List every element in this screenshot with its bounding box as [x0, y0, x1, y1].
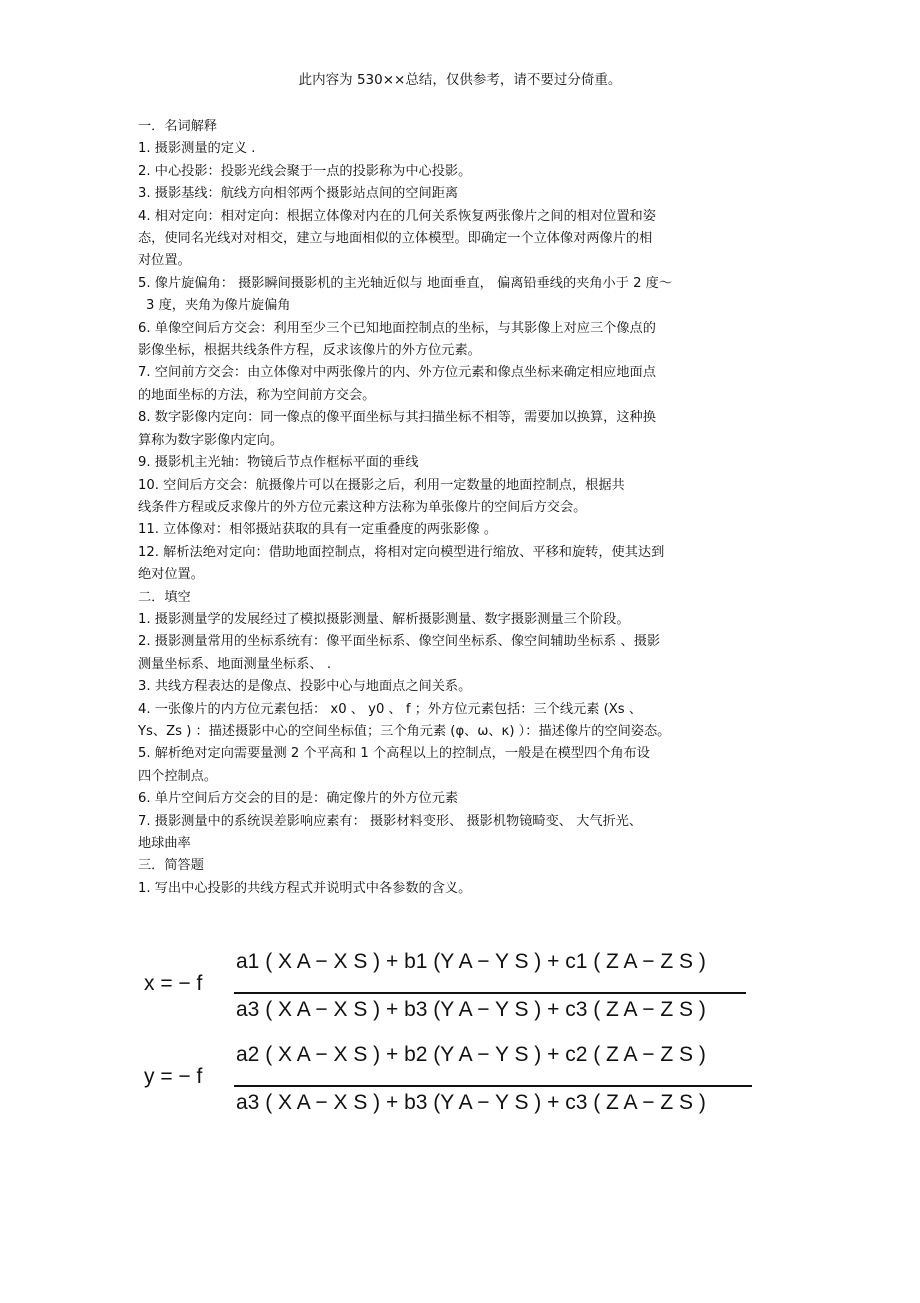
equation-y-lhs: y = − f — [144, 1065, 203, 1088]
equation-y-numerator: a2 ( X A − X S ) + b2 (Y A − Y S ) + c2 ( Z A − Z S ) — [236, 1043, 706, 1066]
equation-x-lhs: x = − f — [144, 972, 203, 995]
term-7-line-1: 7. 空间前方交会：由立体像对中两张像片的内、外方位元素和像点坐标来确定相应地面点 — [138, 365, 656, 381]
term-1: 1. 摄影测量的定义 . — [138, 141, 256, 157]
term-11: 11. 立体像对：相邻摄站获取的具有一定重叠度的两张影像 。 — [138, 522, 498, 538]
document-body — [138, 116, 788, 900]
fill-5-line-2: 四个控制点。 — [138, 768, 218, 784]
term-10-line-2: 线条件方程或反求像片的外方位元素这种方法称为单张像片的空间后方交会。 — [138, 499, 587, 515]
term-4-line-1: 4. 相对定向：相对定向：根据立体像对内在的几何关系恢复两张像片之间的相对位置和姿 — [138, 208, 656, 224]
term-8-line-1: 8. 数字影像内定向：同一像点的像平面坐标与其扫描坐标不相等，需要加以换算，这种换 — [138, 410, 656, 426]
fill-7-line-2: 地球曲率 — [138, 836, 191, 851]
equation-x-numerator: a1 ( X A − X S ) + b1 (Y A − Y S ) + c1 ( Z A − Z S ) — [236, 950, 706, 973]
term-7-line-2: 的地面坐标的方法，称为空间前方交会。 — [138, 387, 376, 403]
term-5-line-2: 3 度，夹角为像片旋偏角 — [146, 298, 291, 314]
term-4-line-2: 态，使同名光线对对相交，建立与地面相似的立体模型。即确定一个立体像对两像片的相 — [138, 231, 653, 247]
fill-1: 1. 摄影测量学的发展经过了模拟摄影测量、解析摄影测量、数字摄影测量三个阶段。 — [138, 611, 630, 627]
collinearity-equation-x — [138, 950, 778, 1042]
fill-4-line-2: Ys、Zs ) ：描述摄影中心的空间坐标值；三个角元素 (φ、ω、κ) ）：描述像片的空间姿态。 — [138, 723, 671, 739]
term-3: 3. 摄影基线：航线方向相邻两个摄影站点间的空间距离 — [138, 186, 459, 202]
term-5-line-1: 5. 像片旋偏角： 摄影瞬间摄影机的主光轴近似与 地面垂直， 偏离铅垂线的夹角小于 2 度～ — [138, 275, 673, 291]
term-6-line-2: 影像坐标，根据共线条件方程，反求该像片的外方位元素。 — [138, 343, 481, 359]
term-9: 9. 摄影机主光轴：物镜后节点作框标平面的垂线 — [138, 455, 419, 471]
section-heading-short-answer: 三．简答题 — [138, 858, 204, 874]
fill-2-line-1: 2. 摄影测量常用的坐标系统有：像平面坐标系、像空间坐标系、像空间辅助坐标系 、摄影 — [138, 634, 661, 650]
term-8-line-2: 算称为数字影像内定向。 — [138, 432, 284, 448]
equation-y-fraction-bar — [234, 1085, 752, 1087]
section-heading-terms: 一．名词解释 — [138, 119, 218, 134]
page-header-note: 此内容为 530××总结，仅供参考，请不要过分倚重。 — [298, 72, 622, 88]
fill-3: 3. 共线方程表达的是像点、投影中心与地面点之间关系。 — [138, 679, 472, 695]
term-6-line-1: 6. 单像空间后方交会：利用至少三个已知地面控制点的坐标，与其影像上对应三个像点的 — [138, 320, 656, 336]
fill-4-line-1: 4. 一张像片的内方位元素包括： x0 、 y0 、 f ；外方位元素包括：三个线元素 (Xs 、 — [138, 701, 643, 717]
term-4-line-3: 对位置。 — [138, 253, 191, 269]
question-1: 1. 写出中心投影的共线方程式并说明式中各参数的含义。 — [138, 880, 472, 896]
equation-x-denominator: a3 ( X A − X S ) + b3 (Y A − Y S ) + c3 ( Z A − Z S ) — [236, 998, 706, 1021]
term-10-line-1: 10. 空间后方交会：航摄像片可以在摄影之后，利用一定数量的地面控制点，根据共 — [138, 477, 625, 493]
fill-7-line-1: 7. 摄影测量中的系统误差影响应素有： 摄影材料变形、 摄影机物镜畸变、 大气折光、 — [138, 813, 643, 829]
equation-x-fraction-bar — [234, 992, 746, 994]
fill-6: 6. 单片空间后方交会的目的是：确定像片的外方位元素 — [138, 791, 459, 807]
term-12-line-2: 绝对位置。 — [138, 567, 204, 583]
fill-2-line-2: 测量坐标系、地面测量坐标系、 . — [138, 656, 332, 672]
collinearity-equation-y — [138, 1043, 778, 1135]
term-12-line-1: 12. 解析法绝对定向：借助地面控制点，将相对定向模型进行缩放、平移和旋转，使其达到 — [138, 544, 665, 560]
fill-5-line-1: 5. 解析绝对定向需要量测 2 个平高和 1 个高程以上的控制点，一般是在模型四个角布设 — [138, 746, 650, 762]
section-heading-fill-in: 二．填空 — [138, 589, 191, 605]
equation-y-denominator: a3 ( X A − X S ) + b3 (Y A − Y S ) + c3 ( Z A − Z S ) — [236, 1091, 706, 1114]
term-2: 2. 中心投影：投影光线会聚于一点的投影称为中心投影。 — [138, 163, 472, 179]
